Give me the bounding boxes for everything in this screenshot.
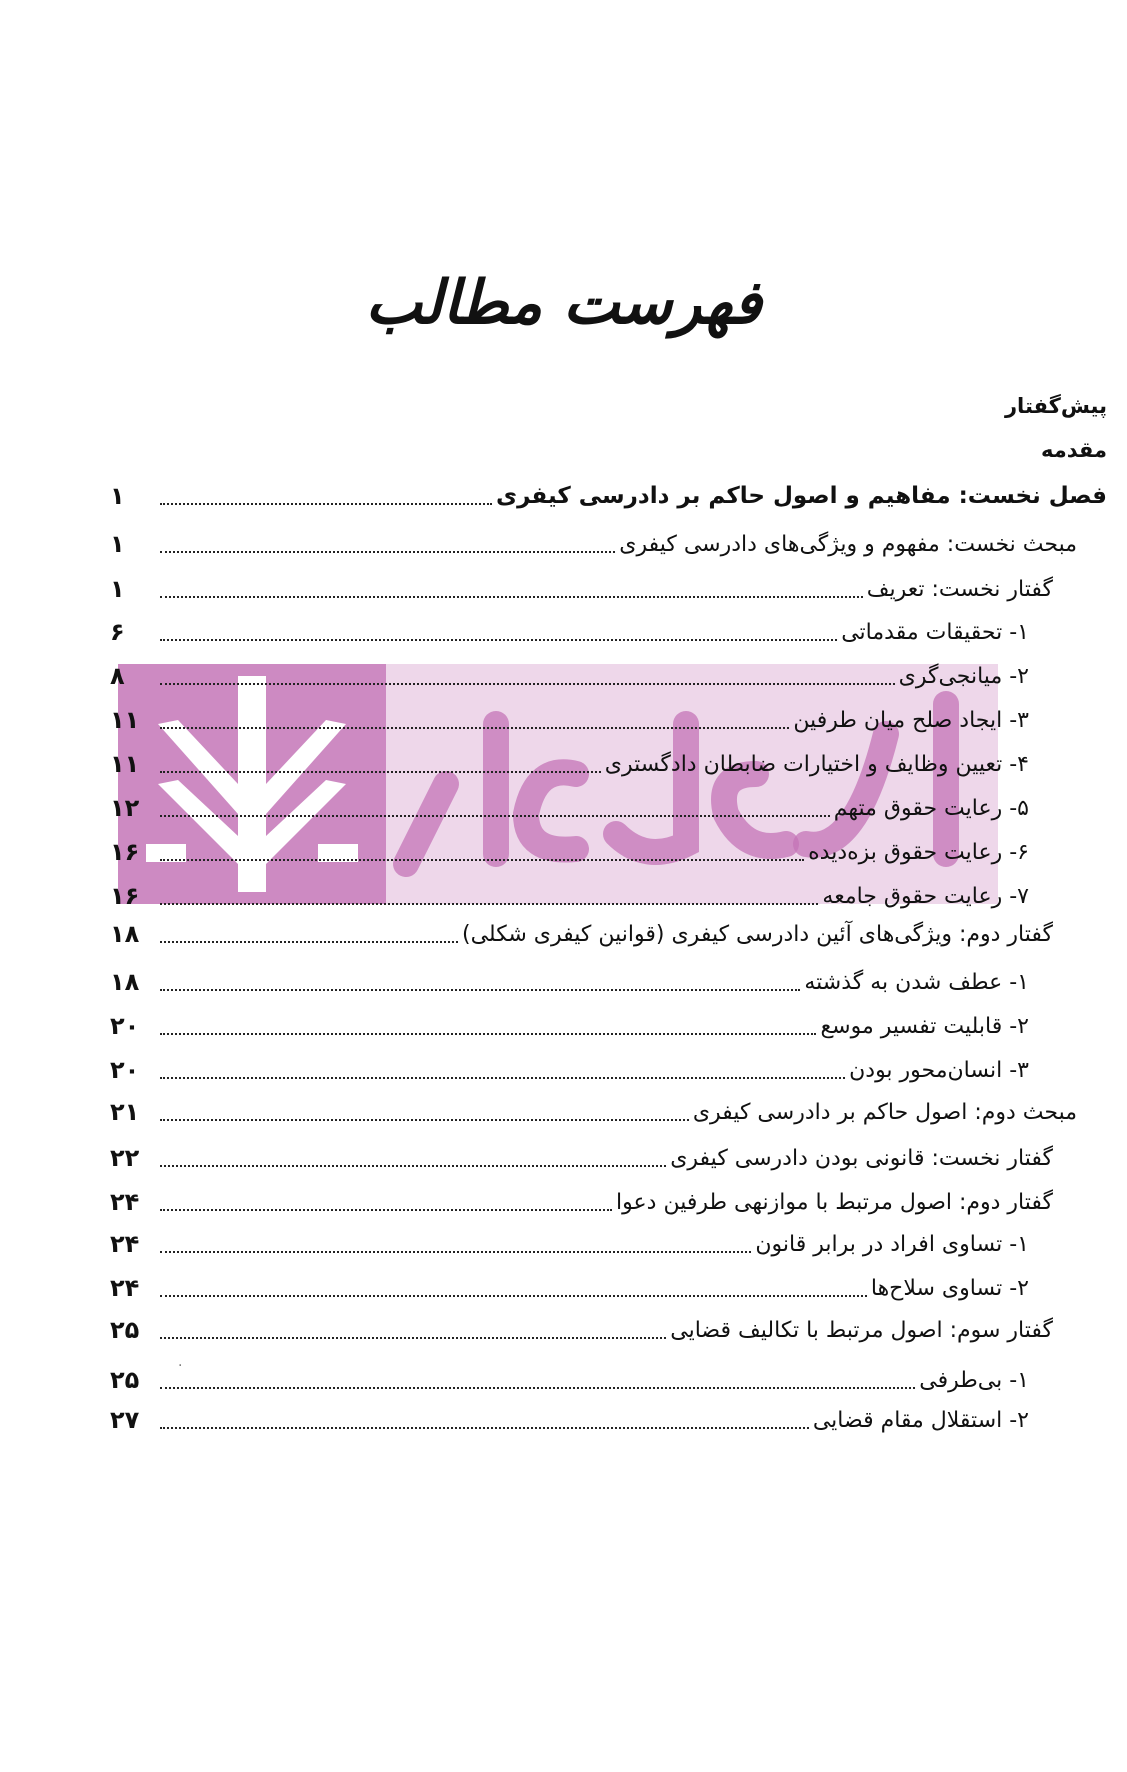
toc-entry-title: ۴- تعیین وظایف و اختیارات ضابطان دادگستری: [604, 751, 1029, 777]
toc-page-number: ۲۰: [110, 1012, 140, 1040]
toc-leader-dots: [160, 596, 863, 598]
toc-row: [110, 788, 1029, 828]
toc-row: [110, 1224, 1029, 1264]
toc-entry-title: ۲- میانجی‌گری: [898, 663, 1029, 689]
toc-page-number: ۲۵: [110, 1366, 140, 1394]
toc-entry-title: گفتار دوم: ویژگی‌های آئین دادرسی کیفری (قوانین کیفری شکلی): [462, 921, 1053, 947]
page-title: فهرست مطالب: [365, 268, 762, 338]
toc-page-number: ۱۶: [110, 882, 140, 910]
heading-introduction: مقدمه: [1041, 438, 1107, 462]
toc-entry-title: گفتار نخست: قانونی بودن دادرسی کیفری: [670, 1145, 1053, 1171]
toc-page-number: ۲۴: [110, 1230, 140, 1258]
toc-leader-dots: [160, 639, 837, 641]
toc-leader-dots: [160, 941, 458, 943]
toc-page-number: ۲۵: [110, 1316, 140, 1344]
toc-row: [110, 876, 1029, 916]
toc-entry-title: مبحث دوم: اصول حاکم بر دادرسی کیفری: [692, 1099, 1077, 1125]
toc-row: [110, 1310, 1053, 1350]
toc-entry-title: ۲- قابلیت تفسیر موسع: [820, 1013, 1029, 1039]
toc-page-number: ۱: [110, 530, 125, 558]
toc-leader-dots: [160, 1209, 612, 1211]
stray-mark: ·: [178, 1358, 183, 1374]
toc-row: [110, 1182, 1053, 1222]
toc-leader-dots: [160, 1427, 809, 1429]
toc-page-number: ۲۷: [110, 1406, 140, 1434]
toc-leader-dots: [160, 1295, 867, 1297]
toc-leader-dots: [160, 503, 492, 505]
toc-leader-dots: [160, 1337, 666, 1339]
toc-leader-dots: [160, 859, 804, 861]
toc-page-number: ۲۲: [110, 1144, 140, 1172]
toc-row: [110, 1268, 1029, 1308]
toc-page-number: ۱۸: [110, 920, 140, 948]
toc-row: [110, 1360, 1029, 1400]
toc-page-number: ۱۱: [110, 706, 140, 734]
toc-page-number: ۲۱: [110, 1098, 140, 1126]
toc-leader-dots: [160, 1387, 915, 1389]
toc-page-number: ۲۴: [110, 1274, 140, 1302]
toc-page-number: ۸: [110, 662, 125, 690]
toc-leader-dots: [160, 1119, 689, 1121]
toc-entry-title: مبحث نخست: مفهوم و ویژگی‌های دادرسی کیفری: [619, 531, 1077, 557]
toc-entry-title: ۲- تساوی سلاح‌ها: [870, 1275, 1029, 1301]
toc-row: [110, 832, 1029, 872]
toc-leader-dots: [160, 1033, 816, 1035]
toc-entry-title: گفتار سوم: اصول مرتبط با تکالیف قضایی: [670, 1317, 1053, 1343]
toc-leader-dots: [160, 989, 800, 991]
toc-page-number: ۶: [110, 618, 125, 646]
toc-row: [110, 569, 1053, 609]
toc-row: [110, 1138, 1053, 1178]
toc-leader-dots: [160, 903, 818, 905]
toc-leader-dots: [160, 771, 601, 773]
toc-page-number: ۱۱: [110, 750, 140, 778]
toc-leader-dots: [160, 815, 830, 817]
toc-row: [110, 612, 1029, 652]
toc-leader-dots: [160, 1077, 845, 1079]
toc-leader-dots: [160, 683, 895, 685]
toc-row: [110, 962, 1029, 1002]
toc-row: [110, 476, 1107, 516]
toc-entry-title: ۱- تساوی افراد در برابر قانون: [755, 1231, 1029, 1257]
toc-entry-title: ۲- استقلال مقام قضایی: [812, 1407, 1029, 1433]
toc-row: [110, 914, 1053, 954]
toc-entry-title: ۵- رعایت حقوق متهم: [833, 795, 1029, 821]
toc-leader-dots: [160, 1165, 666, 1167]
toc-page-number: ۲۴: [110, 1188, 140, 1216]
toc-entry-title: ۱- بی‌طرفی: [919, 1367, 1029, 1393]
toc-entry-title: ۱- تحقیقات مقدماتی: [841, 619, 1029, 645]
toc-row: [110, 524, 1077, 564]
toc-row: [110, 1050, 1029, 1090]
toc-entry-title: فصل نخست: مفاهیم و اصول حاکم بر دادرسی کیفری: [496, 483, 1107, 509]
toc-entry-title: ۱- عطف شدن به گذشته: [804, 969, 1029, 995]
toc-row: [110, 1092, 1077, 1132]
toc-row: [110, 1400, 1029, 1440]
toc-entry-title: ۷- رعایت حقوق جامعه: [822, 883, 1029, 909]
toc-row: [110, 700, 1029, 740]
toc-leader-dots: [160, 551, 615, 553]
toc-page-number: ۱: [110, 482, 125, 510]
toc-page-number: ۲۰: [110, 1056, 140, 1084]
toc-entry-title: گفتار نخست: تعریف: [866, 576, 1053, 602]
heading-preface: پیش‌گفتار: [1004, 394, 1107, 418]
toc-leader-dots: [160, 1251, 751, 1253]
toc-row: [110, 656, 1029, 696]
toc-entry-title: گفتار دوم: اصول مرتبط با موازنهی طرفین دعوا: [616, 1189, 1053, 1215]
toc-page-number: ۱۲: [110, 794, 140, 822]
toc-page-number: ۱: [110, 575, 125, 603]
toc-page-number: ۱۸: [110, 968, 140, 996]
toc-row: [110, 744, 1029, 784]
toc-leader-dots: [160, 727, 789, 729]
toc-page-number: ۱۶: [110, 838, 140, 866]
toc-entry-title: ۳- ایجاد صلح میان طرفین: [793, 707, 1029, 733]
toc-row: [110, 1006, 1029, 1046]
toc-entry-title: ۳- انسان‌محور بودن: [849, 1057, 1029, 1083]
toc-entry-title: ۶- رعایت حقوق بزه‌دیده: [808, 839, 1029, 865]
